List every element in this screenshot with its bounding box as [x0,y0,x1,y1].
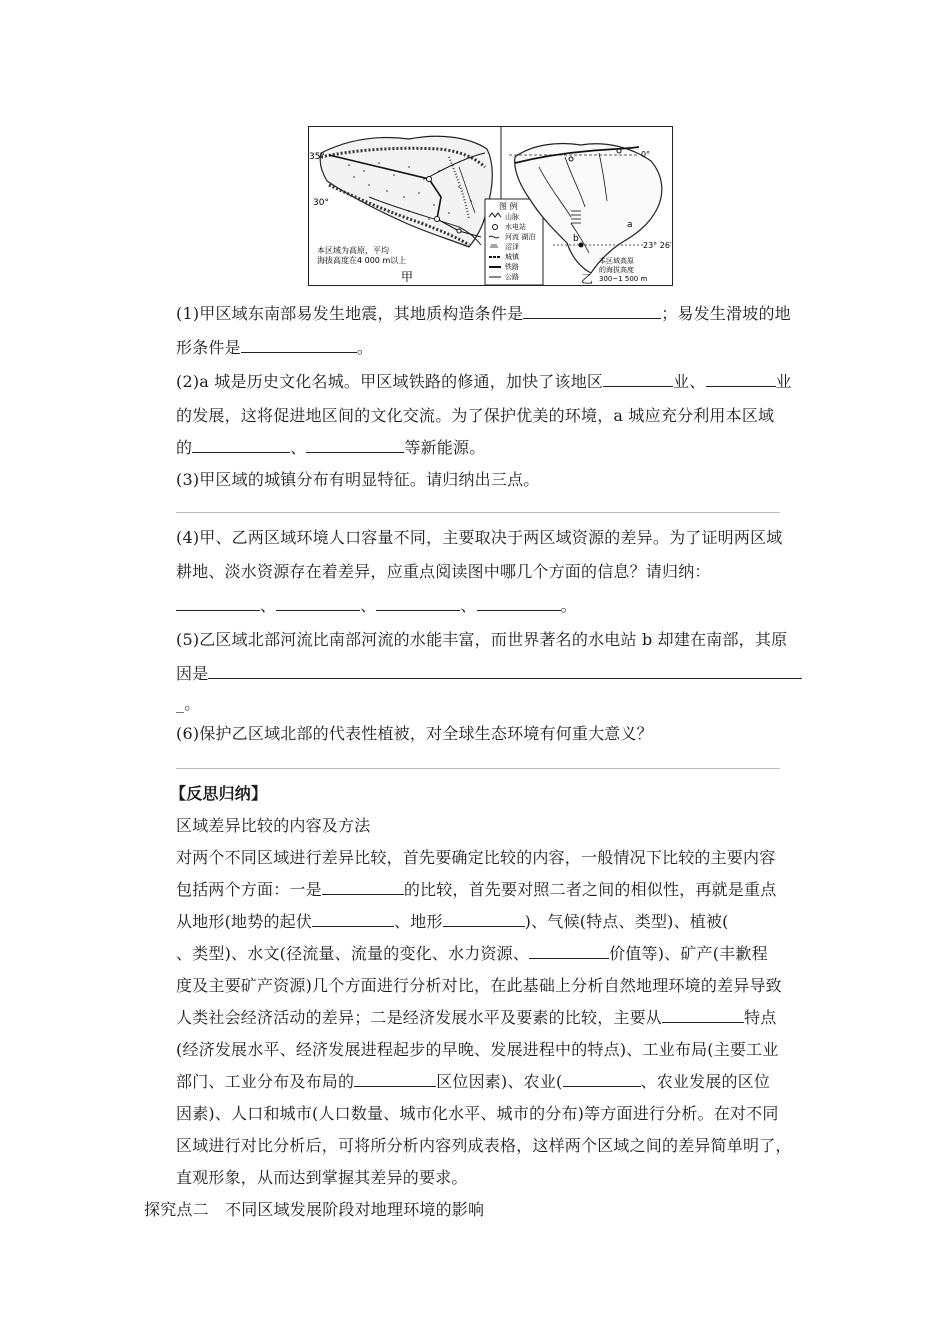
summary-l2-a: 包括两个方面：一是 [176,880,322,899]
question-4-line-2: 耕地、淡水资源存在着差异，应重点阅读图中哪几个方面的信息？请归纳： [176,562,711,581]
q2-text-d: 的 [176,438,193,457]
q1-blank-geology[interactable] [523,300,661,319]
q4-sep-2: 、 [360,596,377,615]
q2-text-c: 业 [775,372,792,391]
summary-line-9: 因素)、人口和城市(人口数量、城市化水平、城市的分布)等方面进行分析。在对不同 [176,1104,779,1123]
summary-l3-b: 、地形 [394,912,443,931]
town-belem [617,149,621,153]
question-4-line-1: (4)甲、乙两区域环境人口容量不同，主要取决于两区域资源的差异。为了证明两区域 [176,528,783,547]
left-map-note-line1: 本区域为高原，平均 [317,246,389,255]
legend-hydropower-icon [493,225,498,230]
q1-text-c: 形条件是 [176,338,241,357]
q2-text-b: 业、 [673,372,706,391]
legend-item-hydropower: 水电站 [505,223,526,231]
summary-l2-b: 的比较，首先要对照二者之间的相似性，再就是重点 [403,880,777,899]
legend-item-swamp: 沼泽 [505,243,519,251]
town-manaus [569,157,573,161]
lat-label-30: 30° [313,198,329,208]
summary-line-4 [176,938,816,970]
q2-blank-energy-2[interactable] [306,434,404,453]
q1-text-a: (1)甲区域东南部易发生地震，其地质构造条件是 [176,304,524,323]
lat-label-35: 35° [309,152,325,162]
summary-heading: 【反思归纳】 [170,784,268,803]
q1-text-b: ；易发生滑坡的地 [661,304,791,323]
question-3-line-1: (3)甲区域的城镇分布有明显特征。请归纳出三点。 [176,470,540,489]
summary-line-10: 区域进行对比分析后，可将所分析内容列成表格，这样两个区域之间的差异简单明了， [176,1136,792,1155]
summary-l4-b: 价值等)、矿产(丰歉程 [609,944,768,963]
summary-l6-a: 人类社会经济活动的差异；二是经济发展水平及要素的比较，主要从 [176,1008,663,1027]
summary-l6-b: 特点 [744,1008,777,1027]
summary-line-3 [176,906,816,938]
question-2-line-2: 的发展，这将促进地区间的文化交流。为了保护优美的环境，a 城应充分利用本区域 [176,406,775,425]
summary-blank-4[interactable] [529,940,609,959]
q4-sep-3: 、 [460,596,477,615]
point-a-label: a [627,220,633,230]
map-figure-svg [309,127,672,285]
summary-blank-2[interactable] [312,908,394,927]
summary-l8-c: 、农业发展的区位 [640,1072,771,1091]
summary-l8-a: 部门、工业分布及布局的 [176,1072,355,1091]
map-figure [308,126,673,286]
right-map-caption: 乙 [581,272,594,285]
question-4-line-3 [176,590,816,622]
q5-blank-reason[interactable] [208,660,802,679]
summary-line-5: 度及主要矿产资源)几个方面进行分析对比，在此基础上分析自然地理环境的差异导致 [176,976,782,995]
legend-item-railway: 铁路 [505,263,519,271]
q4-blank-2[interactable] [276,592,360,611]
summary-l4-a: 、类型)、水文(径流量、流量的变化、水力资源、 [176,944,530,963]
section-title: 探究点二 不同区域发展阶段对地理环境的影响 [144,1200,485,1219]
q1-blank-terrain[interactable] [241,334,357,353]
point-b-label: b [573,234,579,244]
q4-sep-1: 、 [260,596,277,615]
tropic-label: 23° 26′ [643,241,672,250]
q2-text-e: 、 [290,438,307,457]
q6-answer-line[interactable] [176,768,780,769]
q1-text-d: 。 [356,338,374,357]
equator-label: 0° [641,150,651,159]
q2-text-a: (2)a 城是历史文化名城。甲区域铁路的修通，加快了该地区 [176,372,604,391]
q4-blank-3[interactable] [376,592,460,611]
summary-blank-7[interactable] [563,1068,641,1087]
legend-item-road: 公路 [505,273,519,281]
q2-blank-industry-1[interactable] [603,368,673,387]
question-1-line-1 [176,298,816,330]
q3-answer-line[interactable] [176,512,780,513]
summary-line-8 [176,1066,816,1098]
q2-text-f: 等新能源。 [404,438,486,457]
summary-line-1: 对两个不同区域进行差异比较，首先要确定比较的内容，一般情况下比较的主要内容 [176,848,776,867]
summary-line-2 [176,874,816,906]
summary-subtitle: 区域差异比较的内容及方法 [176,816,371,835]
summary-blank-1[interactable] [322,876,404,895]
question-5-line-1: (5)乙区域北部河流比南部河流的水能丰富，而世界著名的水电站 b 却建在南部，其原 [176,630,788,649]
q4-end: 。 [560,596,577,615]
question-2-line-1 [176,366,816,398]
right-map-note-line3: 300~1 500 m [599,275,648,283]
summary-l3-a: 从地形(地势的起伏 [176,912,313,931]
legend-item-river-lake: 河流 湖泊 [505,233,536,241]
right-map-note-line1: 本区域高原 [599,257,634,265]
summary-line-6 [176,1002,816,1034]
left-map-note-line2: 海拔高度在4 000 m以上 [317,256,407,265]
summary-l3-c: )、气候(特点、类型)、植被( [524,912,729,931]
question-2-line-3 [176,432,816,464]
q4-blank-1[interactable] [176,592,260,611]
q5-text-b: 因是 [176,664,209,683]
right-map-note-line2: 的海拔高度 [599,266,634,274]
map-legend [485,199,543,285]
question-1-line-2 [176,332,816,364]
summary-blank-6[interactable] [354,1068,436,1087]
q2-blank-industry-2[interactable] [706,368,776,387]
hydropower-b-marker [579,243,584,248]
left-map-caption: 甲 [401,270,414,284]
summary-blank-5[interactable] [662,1004,744,1023]
summary-l8-b: 区位因素)、农业( [436,1072,563,1091]
legend-title: 图 例 [499,202,518,211]
left-map [309,136,492,284]
summary-blank-3[interactable] [443,908,525,927]
q2-blank-energy-1[interactable] [192,434,290,453]
legend-item-mountain: 山脉 [505,213,519,221]
summary-line-11: 直观形象，从而达到掌握其差异的要求。 [176,1168,468,1187]
q4-blank-4[interactable] [477,592,561,611]
question-5-line-3: _。 [176,694,201,713]
summary-line-7: (经济发展水平、经济发展进程起步的早晚、发展进程中的特点)、工业布局(主要工业 [176,1040,779,1059]
question-6-line-1: (6)保护乙区域北部的代表性植被，对全球生态环境有何重大意义？ [176,724,653,743]
question-5-line-2 [176,658,816,690]
legend-item-town: 城镇 [505,253,519,261]
